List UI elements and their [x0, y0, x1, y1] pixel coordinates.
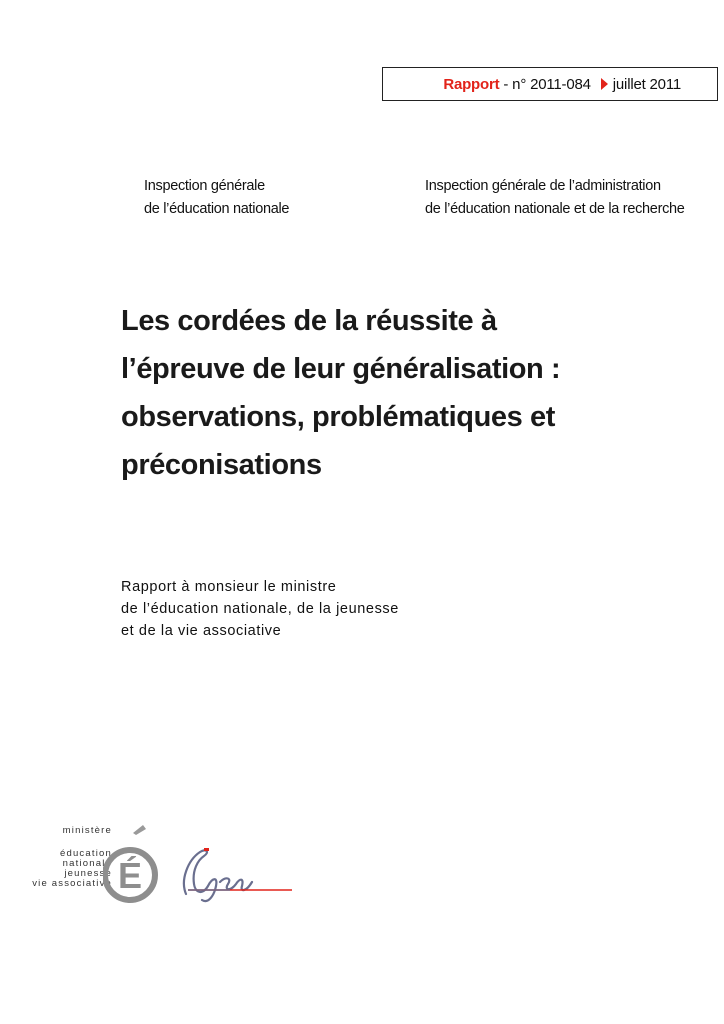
- institution-igen: [144, 175, 289, 221]
- ministry-line-4: vie associative: [32, 878, 112, 889]
- ministry-emblem-icon: [103, 823, 161, 907]
- institution-igaenr: [425, 175, 685, 221]
- document-title: [121, 297, 711, 489]
- ministry-line-2: nationale: [62, 858, 112, 869]
- title-line-2: l’épreuve de leur généralisation :: [121, 353, 561, 385]
- report-reference-box: [382, 67, 718, 101]
- report-number: - n° 2011-084: [503, 75, 591, 93]
- igen-signature-logo: [174, 840, 298, 910]
- institution-igaenr-line1: Inspection générale de l’administration: [425, 178, 661, 194]
- ministry-line-1: éducation: [59, 848, 112, 859]
- recipient-line-1: Rapport à monsieur le ministre: [121, 579, 337, 595]
- emblem-letter: É: [117, 855, 143, 896]
- title-line-1: Les cordées de la réussite à: [121, 305, 497, 337]
- institution-igen-line1: Inspection générale: [144, 178, 265, 194]
- institution-igaenr-line2: de l’éducation nationale et de la recherche: [425, 201, 685, 217]
- report-label: Rapport: [443, 75, 500, 93]
- recipient-line-2: de l’éducation nationale, de la jeunesse: [121, 601, 399, 617]
- logo-ministere-label: ministère: [62, 825, 112, 836]
- report-date: juillet 2011: [612, 75, 681, 93]
- title-line-4: préconisations: [121, 449, 322, 481]
- title-line-3: observations, problématiques et: [121, 401, 555, 433]
- recipient-line-3: et de la vie associative: [121, 623, 282, 639]
- arrow-right-icon: [601, 78, 608, 90]
- ministry-name-stack: [30, 849, 112, 889]
- recipient-block: [121, 576, 399, 642]
- institution-igen-line2: de l’éducation nationale: [144, 201, 290, 217]
- ministry-line-3: jeunesse: [64, 868, 112, 879]
